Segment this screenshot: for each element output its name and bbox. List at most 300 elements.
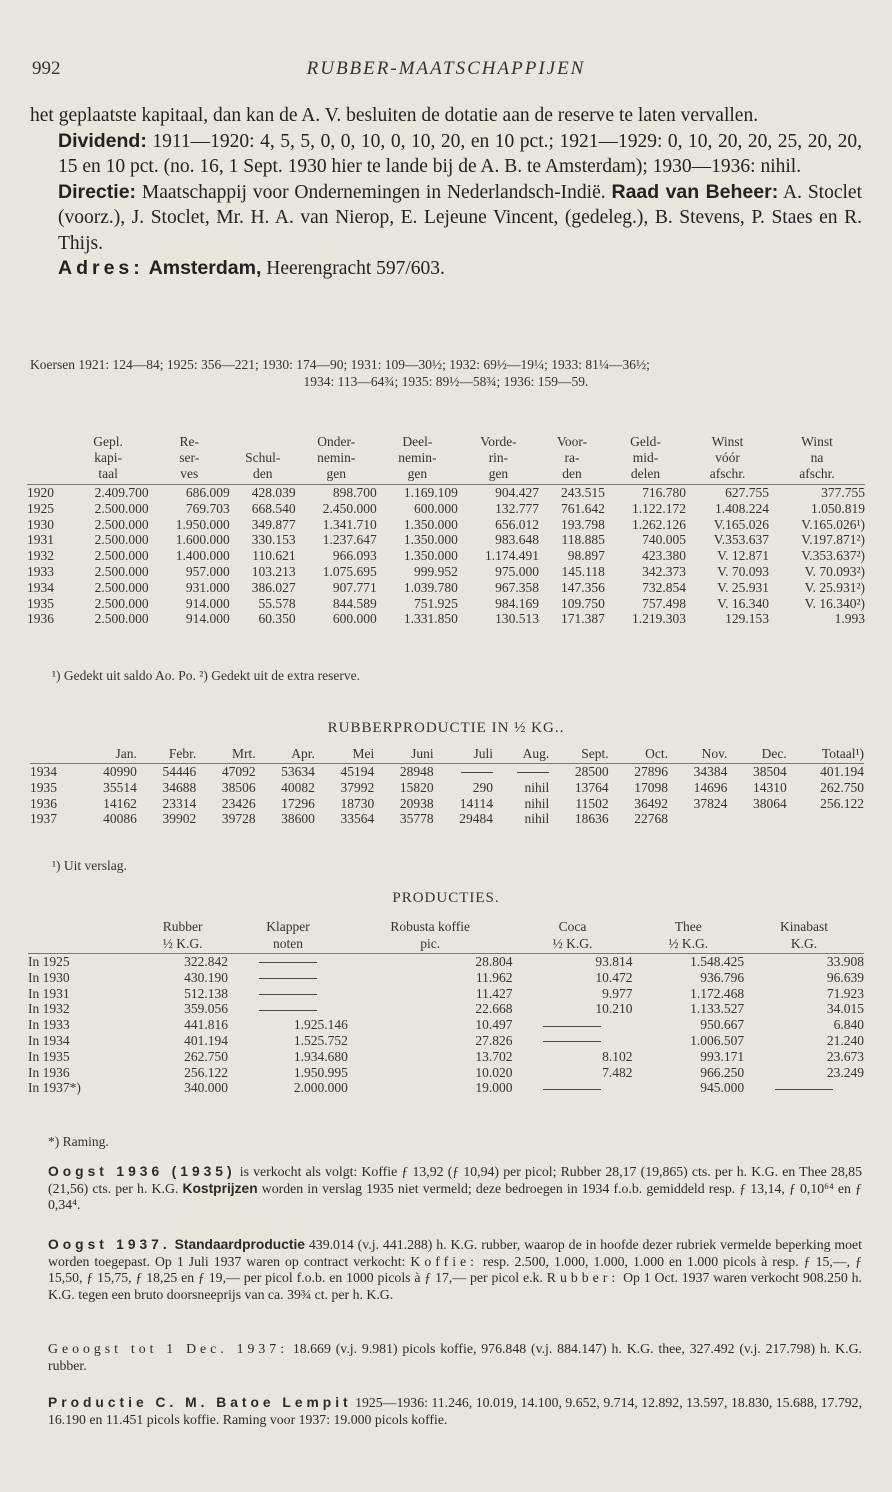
value-cell: 17296	[281, 795, 315, 811]
value-cell: 1.925.146	[293, 1017, 348, 1033]
value-cell: 38064	[752, 795, 787, 811]
value-cell: 54446	[162, 764, 197, 779]
producties-header-cell: Robusta koffie pic.	[348, 918, 513, 954]
value-cell: 2.409.700	[94, 485, 149, 500]
rubberproductie-table	[30, 745, 864, 827]
value-cell: 322.842	[184, 954, 229, 969]
value-cell: 512.138	[184, 985, 229, 1001]
dash-cell	[228, 1001, 348, 1017]
value-cell: 1.122.172	[632, 500, 687, 516]
year-cell: 1936	[30, 795, 57, 811]
value-cell: 1.950.000	[175, 516, 230, 532]
value-cell: 330.153	[251, 532, 296, 548]
value-cell: 34688	[162, 779, 197, 795]
value-cell: 1.169.109	[403, 485, 458, 500]
rubberproductie-body	[30, 764, 864, 828]
value-cell: 844.589	[332, 595, 377, 611]
year-cell: 1925	[27, 500, 54, 516]
value-cell: 1.993	[834, 611, 865, 627]
producties-header-cell: Kinabast K.G.	[744, 918, 864, 954]
value-cell: 984.169	[495, 595, 539, 611]
value-cell: 600.000	[414, 500, 458, 516]
year-cell: 1937	[30, 811, 57, 827]
value-cell: 999.952	[414, 563, 458, 579]
year-cell: 1932	[27, 548, 54, 564]
value-cell: V. 25.931	[717, 579, 770, 595]
value-cell: 6.840	[833, 1017, 864, 1033]
dash-cell	[513, 1033, 633, 1049]
value-cell: 1.350.000	[403, 516, 458, 532]
financial-header-cell: Onder- nemin- gen	[296, 434, 377, 485]
value-cell: 1.237.647	[322, 532, 377, 548]
value-cell: 1.350.000	[403, 548, 458, 564]
value-cell: V.165.026¹)	[801, 516, 865, 532]
year-cell: 1934	[30, 764, 57, 779]
financial-row	[27, 580, 865, 596]
koersen-line-2: 1934: 113—64¾; 1935: 89½—58¾; 1936: 159—59.	[303, 374, 589, 389]
rubberproductie-header-cell: Dec.	[727, 745, 786, 764]
value-cell: 1.174.491	[485, 548, 539, 564]
value-cell: 33564	[340, 811, 375, 827]
value-cell: 71.923	[826, 985, 864, 1001]
value-cell: V.353.637²)	[801, 548, 865, 564]
year-cell: 1936	[27, 611, 54, 627]
producties-body	[28, 954, 864, 1097]
value-cell: 967.358	[495, 579, 539, 595]
adres-city: Amsterdam,	[148, 257, 262, 279]
value-cell: 627.755	[725, 485, 770, 500]
value-cell: 35778	[399, 811, 434, 827]
value-cell: V.165.026	[713, 516, 770, 532]
financial-row	[27, 501, 865, 517]
value-cell: 130.513	[495, 611, 539, 627]
value-cell: V. 70.093	[717, 563, 770, 579]
value-cell: 936.796	[700, 969, 745, 985]
value-cell: 36492	[634, 795, 668, 811]
financial-row	[27, 611, 865, 627]
dash-rule	[259, 978, 317, 979]
financial-row	[27, 596, 865, 612]
value-cell: 945.000	[700, 1080, 745, 1096]
value-cell: nihil	[524, 811, 550, 827]
value-cell: 1.600.000	[175, 532, 230, 548]
financial-header-cell: Winst na afschr.	[769, 434, 865, 485]
value-cell: 14162	[103, 795, 137, 811]
financial-header-cell: Winst vóór afschr.	[686, 434, 769, 485]
value-cell: 10.020	[475, 1064, 513, 1080]
value-cell: 145.118	[561, 563, 605, 579]
dash-cell	[513, 1017, 633, 1033]
financial-header-cell: Deel- nemin- gen	[377, 434, 458, 485]
page-header	[28, 58, 864, 88]
value-cell: 23.673	[826, 1048, 864, 1064]
value-cell: 262.750	[820, 779, 864, 795]
directie-paragraph	[30, 180, 862, 257]
value-cell: 401.194	[820, 764, 864, 779]
year-cell: In 1933	[28, 1017, 70, 1033]
koersen-block	[30, 356, 862, 390]
value-cell: 656.012	[495, 516, 539, 532]
value-cell: 23.249	[826, 1064, 864, 1080]
value-cell: 983.648	[495, 532, 539, 548]
value-cell: 668.540	[251, 500, 296, 516]
dash-rule	[517, 772, 549, 773]
oogst-1937-text-1: 439.014 (v.j. 441.288) h. K.G. rubber, waarop de in hoofde dezer rubriek vermelde beperking moet worden toegepast. Op 1 Juli 1937 waren op contract verkocht:	[48, 1237, 863, 1269]
intro-text	[30, 103, 862, 282]
rubberproductie-header-cell: Totaal¹)	[787, 745, 864, 764]
value-cell: 2.500.000	[94, 563, 149, 579]
value-cell: 37992	[340, 779, 375, 795]
value-cell: 28948	[399, 764, 434, 779]
oogst-1937-paragraph	[30, 1237, 862, 1303]
value-cell: 103.213	[251, 563, 296, 579]
dash-rule	[543, 1026, 601, 1027]
rubberproductie-row	[30, 811, 864, 827]
dash-cell	[493, 764, 549, 780]
value-cell: 907.771	[332, 579, 377, 595]
year-cell: In 1935	[28, 1048, 70, 1064]
value-cell: 340.000	[184, 1080, 229, 1096]
financial-row	[27, 564, 865, 580]
value-cell: V.197.871²)	[801, 532, 865, 548]
dividend-label: Dividend:	[58, 129, 147, 152]
value-cell: 732.854	[642, 579, 687, 595]
value-cell: 53634	[281, 764, 315, 779]
value-cell: 9.977	[602, 985, 633, 1001]
value-cell: 1.133.527	[690, 1001, 745, 1017]
value-cell: 441.816	[184, 1017, 229, 1033]
value-cell: 950.667	[700, 1017, 745, 1033]
dash-rule	[259, 994, 317, 995]
producties-row	[28, 1017, 864, 1033]
value-cell: 8.102	[602, 1048, 633, 1064]
year-cell: 1930	[27, 516, 54, 532]
value-cell: 2.500.000	[94, 548, 149, 564]
value-cell: 1.548.425	[690, 954, 745, 969]
value-cell: 147.356	[561, 579, 605, 595]
rubber-label: Rubber:	[546, 1270, 620, 1285]
value-cell: 193.798	[561, 516, 605, 532]
value-cell: 39728	[221, 811, 256, 827]
producties-header-row	[28, 918, 864, 954]
directie-label: Directie:	[58, 180, 137, 203]
adres-text: Heerengracht 597/603.	[261, 258, 445, 279]
value-cell: 28.804	[475, 954, 513, 969]
geoogst-paragraph	[30, 1341, 862, 1374]
value-cell: 1.408.224	[715, 500, 770, 516]
oogst-1937-text-2: resp. 2.500, 1.000, 1.000, 1.000 en 1.000 picols à resp. ƒ 15,—, ƒ 15,50, ƒ 15,75, ƒ 18,25 en ƒ 19,— per picol f.o.b. en 1000 picols à ƒ 17,— per picol e.k.	[48, 1253, 862, 1285]
rubberproductie-header-cell: Mrt.	[196, 745, 255, 764]
rubberproductie-header-cell: Nov.	[668, 745, 727, 764]
dash-cell	[228, 970, 348, 986]
producties-row	[28, 1049, 864, 1065]
value-cell: 10.210	[595, 1001, 633, 1017]
value-cell: 2.500.000	[94, 611, 149, 627]
value-cell: 2.000.000	[293, 1080, 348, 1096]
financial-header-cell: Gepl. kapi- taal	[68, 434, 149, 485]
financial-row	[27, 532, 865, 548]
dash-cell	[228, 954, 348, 970]
producties-row	[28, 1033, 864, 1049]
oogst-1936-label: Oogst 1936 (1935)	[48, 1164, 236, 1179]
value-cell: 1.934.680	[293, 1048, 348, 1064]
value-cell: 2.500.000	[94, 500, 149, 516]
value-cell: 13764	[574, 779, 609, 795]
value-cell: 914.000	[185, 595, 230, 611]
financial-header-row	[27, 434, 865, 485]
producties-row	[28, 970, 864, 986]
value-cell: 430.190	[184, 969, 229, 985]
rubberproductie-header-cell: Mei	[315, 745, 374, 764]
value-cell: 14114	[459, 795, 493, 811]
value-cell: 40990	[103, 764, 137, 779]
geoogst-label: Geoogst tot 1 Dec. 1937:	[48, 1341, 289, 1356]
rubberproductie-header-cell: Juli	[434, 745, 493, 764]
producties-row	[28, 1001, 864, 1017]
value-cell: 11.427	[475, 985, 513, 1001]
value-cell: 931.000	[185, 579, 230, 595]
year-cell: In 1937*)	[28, 1080, 81, 1096]
value-cell: V. 16.340	[717, 595, 770, 611]
year-cell: 1934	[27, 579, 54, 595]
dash-cell	[513, 1080, 633, 1096]
value-cell: 2.500.000	[94, 579, 149, 595]
value-cell: 7.482	[602, 1064, 633, 1080]
year-cell: In 1936	[28, 1064, 70, 1080]
value-cell: 957.000	[185, 563, 230, 579]
value-cell	[727, 811, 786, 827]
kostprijzen-label: Kostprijzen	[182, 1180, 258, 1196]
producties-table	[28, 918, 864, 1096]
value-cell: 98.897	[567, 548, 605, 564]
running-title: RUBBER-MAATSCHAPPIJEN	[306, 58, 586, 79]
value-cell: 55.578	[258, 595, 296, 611]
rubberproductie-header-cell: Apr.	[256, 745, 315, 764]
financial-body	[27, 485, 865, 628]
producties-header-cell	[28, 918, 137, 954]
productie-batoe-text: 1925—1936: 11.246, 10.019, 14.100, 9.652, 9.714, 12.892, 13.597, 18.830, 15.688, 17.792, 16.190 en 11.451 picols koffie. Raming voor 1937: 19.000 picols koffie.	[48, 1395, 863, 1427]
rubberproductie-row	[30, 780, 864, 796]
dash-cell	[228, 986, 348, 1002]
value-cell: 1.350.000	[403, 532, 458, 548]
rubberproductie-row	[30, 796, 864, 812]
value-cell: 2.500.000	[94, 532, 149, 548]
value-cell: 38600	[281, 811, 315, 827]
value-cell: 34.015	[826, 1001, 864, 1017]
value-cell: 27.826	[475, 1032, 513, 1048]
dash-cell	[434, 764, 493, 780]
year-cell: In 1925	[28, 954, 70, 969]
value-cell: 262.750	[184, 1048, 229, 1064]
value-cell: 359.056	[184, 1001, 229, 1017]
rubberproductie-header-row	[30, 745, 864, 764]
adres-label: Adres:	[58, 257, 144, 279]
year-cell: In 1934	[28, 1032, 70, 1048]
value-cell: 966.093	[332, 548, 377, 564]
value-cell: 769.703	[185, 500, 230, 516]
value-cell: 243.515	[561, 485, 605, 500]
value-cell: 1.039.780	[403, 579, 458, 595]
value-cell: 11502	[575, 795, 609, 811]
producties-header-cell: Rubber ½ K.G.	[137, 918, 228, 954]
productie-batoe-label: Productie C. M. Batoe Lempit	[48, 1395, 352, 1410]
rubberproductie-header-cell: Sept.	[549, 745, 608, 764]
koersen-line-1: Koersen 1921: 124—84; 1925: 356—221; 1930: 174—90; 1931: 109—30½; 1932: 69½—19¼; 1933: 81¼—36½;	[30, 357, 650, 372]
value-cell: nihil	[524, 779, 550, 795]
value-cell: 21.240	[826, 1032, 864, 1048]
value-cell: 17098	[634, 779, 668, 795]
value-cell: 2.450.000	[322, 500, 377, 516]
year-cell: 1935	[30, 779, 57, 795]
value-cell: 96.639	[826, 969, 864, 985]
value-cell: 975.000	[495, 563, 539, 579]
value-cell: 15820	[399, 779, 434, 795]
standaardproductie-label: Standaardproductie	[174, 1237, 305, 1252]
financial-header-cell: Geld- mid- delen	[605, 434, 686, 485]
directie-text: Maatschappij voor Ondernemingen in Nederlandsch-Indië.	[136, 181, 612, 203]
value-cell: 38504	[752, 764, 787, 779]
value-cell: 349.877	[251, 516, 296, 532]
value-cell: 686.009	[185, 485, 230, 500]
value-cell: 14696	[693, 779, 728, 795]
value-cell: 132.777	[495, 500, 539, 516]
value-cell: 10.472	[595, 969, 633, 985]
value-cell: 1.341.710	[322, 516, 377, 532]
financial-header-cell: Voor- ra- den	[539, 434, 605, 485]
value-cell: 23426	[221, 795, 256, 811]
value-cell: 27896	[634, 764, 668, 779]
oogst-1937-text-3: Op 1 Oct. 1937 waren verkocht 908.250 h. K.G. tegen een bruto doorsneeprijs van ca. 39¾ ct. per h. K.G.	[48, 1270, 862, 1302]
value-cell: 22.668	[475, 1001, 513, 1017]
value-cell: 13.702	[475, 1048, 513, 1064]
page-number: 992	[32, 58, 61, 79]
value-cell: 38506	[221, 779, 256, 795]
dash-rule	[775, 1089, 833, 1090]
value-cell: 11.962	[475, 969, 513, 985]
producties-row	[28, 1065, 864, 1081]
financial-header-cell	[27, 434, 68, 485]
rubberproductie-header-cell: Aug.	[493, 745, 549, 764]
value-cell: 757.498	[642, 595, 687, 611]
financial-row	[27, 548, 865, 564]
rubberproductie-footnote: ¹) Uit verslag.	[52, 858, 127, 873]
value-cell: 256.122	[184, 1064, 229, 1080]
financial-header-cell: Re- ser- ves	[149, 434, 230, 485]
value-cell: 386.027	[251, 579, 296, 595]
value-cell: 1.075.695	[322, 563, 377, 579]
dash-rule	[259, 1010, 317, 1011]
value-cell: 2.500.000	[94, 516, 149, 532]
producties-header-cell: Thee ½ K.G.	[632, 918, 744, 954]
year-cell: 1931	[27, 532, 54, 548]
value-cell: 1.262.126	[632, 516, 687, 532]
value-cell: 256.122	[820, 795, 864, 811]
dash-cell	[744, 1080, 864, 1096]
geoogst-text: 18.669 (v.j. 9.981) picols koffie, 976.848 (v.j. 884.147) h. K.G. thee, 327.492 (v.j. 217.798) h. K.G. rubber.	[48, 1341, 862, 1373]
financial-row	[27, 485, 865, 501]
value-cell: 600.000	[332, 611, 377, 627]
financial-table	[27, 434, 865, 627]
value-cell: 898.700	[332, 485, 377, 500]
producties-row	[28, 986, 864, 1002]
value-cell: 28500	[574, 764, 609, 779]
value-cell: 1.950.995	[293, 1064, 348, 1080]
intro-paragraph: het geplaatste kapitaal, dan kan de A. V. besluiten de dotatie aan de reserve te laten vervallen.	[30, 105, 759, 126]
value-cell: 401.194	[184, 1032, 229, 1048]
value-cell: 10.497	[475, 1017, 513, 1033]
value-cell: 29484	[459, 811, 493, 827]
value-cell: 423.380	[642, 548, 687, 564]
value-cell: 740.005	[642, 532, 687, 548]
value-cell: V. 16.340²)	[804, 595, 865, 611]
value-cell: nihil	[524, 795, 550, 811]
value-cell: 1.006.507	[690, 1032, 745, 1048]
value-cell: 1.219.303	[632, 611, 687, 627]
value-cell: 14310	[752, 779, 787, 795]
oogst-1936-text-1: is verkocht als volgt: Koffie ƒ 13,92 (ƒ 10,94) per picol; Rubber 28,17 (19,865) cts. per h. K.G. en Thee 28,85 (21,56) cts. per h. K.G.	[48, 1164, 862, 1196]
dash-rule	[543, 1089, 601, 1090]
value-cell: 751.925	[414, 595, 458, 611]
value-cell: 39902	[162, 811, 197, 827]
value-cell: 716.780	[642, 485, 687, 500]
financial-footnote: ¹) Gedekt uit saldo Ao. Po. ²) Gedekt uit de extra reserve.	[52, 668, 361, 683]
value-cell: 1.525.752	[293, 1032, 348, 1048]
year-cell: 1935	[27, 595, 54, 611]
value-cell: 342.373	[642, 563, 687, 579]
producties-header-cell: Coca ½ K.G.	[513, 918, 633, 954]
rubberproductie-title: RUBBERPRODUCTIE IN ½ KG..	[327, 720, 565, 736]
value-cell: 19.000	[475, 1080, 513, 1096]
rubberproductie-header-cell: Oct.	[609, 745, 668, 764]
rubberproductie-row	[30, 764, 864, 780]
producties-header-cell: Klapper noten	[228, 918, 348, 954]
dividend-paragraph	[30, 129, 862, 180]
value-cell	[787, 811, 864, 827]
value-cell: V.353.637	[713, 532, 770, 548]
dash-rule	[259, 962, 317, 963]
value-cell: 37824	[693, 795, 728, 811]
financial-header-cell: Vorde- rin- gen	[458, 434, 539, 485]
value-cell: 2.500.000	[94, 595, 149, 611]
value-cell: 914.000	[185, 611, 230, 627]
value-cell: 40086	[103, 811, 137, 827]
rubberproductie-header-cell: Juni	[374, 745, 433, 764]
value-cell: V. 12.871	[717, 548, 770, 564]
value-cell: 18636	[574, 811, 609, 827]
value-cell: 428.039	[251, 485, 296, 500]
value-cell: 1.331.850	[403, 611, 458, 627]
value-cell: 1.050.819	[811, 500, 865, 516]
value-cell: 40082	[281, 779, 315, 795]
year-cell: 1920	[27, 485, 54, 500]
financial-header-cell: Schul- den	[230, 434, 296, 485]
dash-rule	[543, 1041, 601, 1042]
year-cell: In 1931	[28, 985, 70, 1001]
producties-row	[28, 1080, 864, 1096]
value-cell: 110.621	[252, 548, 296, 564]
value-cell: 129.153	[725, 611, 770, 627]
value-cell: 761.642	[561, 500, 605, 516]
value-cell: 18730	[340, 795, 375, 811]
value-cell: 904.427	[495, 485, 539, 500]
producties-footnote: *) Raming.	[48, 1134, 109, 1149]
dividend-text: 1911—1920: 4, 5, 5, 0, 0, 10, 0, 10, 20, en 10 pct.; 1921—1929: 0, 10, 20, 20, 25, 20, 20, 15 en 10 pct. (no. 16, 1 Sept. 1930 hier te lande bij de A. B. te Amsterdam); 1930—1936: nihil.	[58, 130, 862, 177]
value-cell: 33.908	[826, 954, 864, 969]
value-cell: 47092	[221, 764, 256, 779]
financial-row	[27, 517, 865, 533]
value-cell: 20938	[399, 795, 434, 811]
producties-row	[28, 954, 864, 970]
